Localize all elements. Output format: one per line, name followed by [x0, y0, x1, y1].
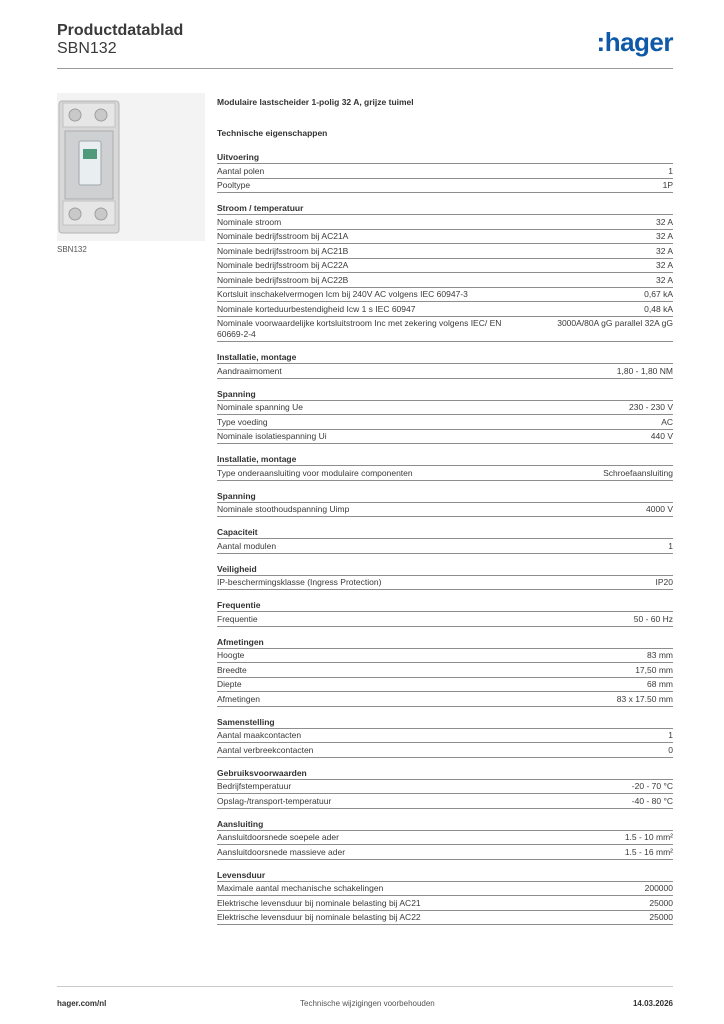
spec-label: Nominale stroom [217, 216, 282, 227]
spec-label: Nominale stoothoudspanning Uimp [217, 504, 350, 514]
spec-label: Opslag-/transport-temperatuur [217, 795, 332, 806]
section-title: Spanning [217, 490, 673, 503]
spec-label: IP-beschermingsklasse (Ingress Protection) [217, 577, 382, 587]
footer-divider [57, 986, 673, 987]
spec-label: Nominale bedrijfsstroom bij AC22B [217, 274, 349, 285]
spec-section [217, 869, 673, 926]
spec-value: 32 A [655, 274, 673, 285]
spec-label: Pooltype [217, 180, 251, 190]
spec-row [217, 164, 673, 179]
spec-label: Nominale bedrijfsstroom bij AC22A [217, 260, 349, 270]
spec-label: Frequentie [217, 613, 258, 624]
spec-label: Nominale spanning Ue [217, 402, 303, 412]
spec-value: IP20 [655, 577, 673, 587]
header-divider [57, 68, 673, 69]
spec-row [217, 401, 673, 416]
spec-label: Elektrische levensduur bij nominale belasting bij AC21 [217, 897, 421, 908]
spec-value: AC [661, 416, 673, 427]
spec-label: Diepte [217, 679, 242, 689]
spec-label: Aansluitdoorsnede massieve ader [217, 846, 346, 857]
section-title: Samenstelling [217, 716, 673, 729]
spec-value: -40 - 80 °C [631, 795, 673, 806]
spec-row [217, 317, 673, 343]
section-title: Veiligheid [217, 563, 673, 576]
spec-value: 0,48 kA [644, 303, 673, 314]
spec-value: 50 - 60 Hz [633, 613, 673, 624]
spec-value: 25000 [649, 912, 673, 922]
section-title: Installatie, montage [217, 351, 673, 364]
spec-label: Aantal modulen [217, 540, 277, 551]
spec-value: 83 x 17.50 mm [616, 693, 673, 704]
spec-value: 1P [662, 180, 673, 190]
spec-section [217, 563, 673, 591]
spec-row [217, 539, 673, 554]
spec-row [217, 831, 673, 846]
image-caption: SBN132 [57, 245, 87, 254]
spec-value: 1 [668, 540, 673, 551]
spec-label: Aandraaimoment [217, 365, 282, 376]
spec-content [217, 96, 673, 934]
footer-website: hager.com/nl [57, 999, 107, 1008]
spec-section [217, 767, 673, 809]
spec-row [217, 576, 673, 591]
spec-value: 32 A [655, 260, 673, 270]
spec-row [217, 364, 673, 379]
spec-value: 32 A [655, 245, 673, 256]
spec-value: 68 mm [647, 679, 673, 689]
spec-row [217, 503, 673, 518]
spec-section [217, 202, 673, 342]
spec-row [217, 430, 673, 445]
spec-section [217, 490, 673, 518]
spec-label: Nominale bedrijfsstroom bij AC21A [217, 231, 349, 241]
spec-value: 1.5 - 10 mm² [624, 832, 673, 842]
spec-section [217, 351, 673, 379]
spec-value: 1,80 - 1,80 NM [616, 365, 673, 376]
section-title: Capaciteit [217, 526, 673, 539]
spec-value: 440 V [650, 431, 673, 441]
spec-label: Breedte [217, 664, 247, 675]
spec-label: Nominale isolatiespanning Ui [217, 431, 327, 441]
spec-label: Aantal verbreekcontacten [217, 744, 314, 755]
spec-row [217, 649, 673, 664]
spec-value: 32 A [655, 216, 673, 227]
page-header [57, 22, 673, 58]
spec-row [217, 259, 673, 274]
spec-label: Afmetingen [217, 693, 260, 704]
technical-properties-title: Technische eigenschappen [217, 128, 328, 138]
section-title: Installatie, montage [217, 453, 673, 466]
section-title: Aansluiting [217, 818, 673, 831]
section-title: Stroom / temperatuur [217, 202, 673, 215]
spec-row [217, 794, 673, 809]
spec-section [217, 151, 673, 193]
spec-row [217, 612, 673, 627]
section-title: Afmetingen [217, 636, 673, 649]
spec-row [217, 780, 673, 795]
spec-value: 25000 [649, 897, 673, 908]
spec-section [217, 388, 673, 445]
spec-row [217, 678, 673, 693]
spec-row [217, 845, 673, 860]
spec-row [217, 466, 673, 481]
spec-row [217, 273, 673, 288]
spec-row [217, 215, 673, 230]
spec-value: 230 - 230 V [629, 402, 673, 412]
footer-disclaimer: Technische wijzigingen voorbehouden [300, 999, 435, 1008]
spec-value: 200000 [644, 883, 673, 893]
product-image [57, 93, 205, 241]
spec-label: Type voeding [217, 416, 268, 427]
spec-value: 17,50 mm [635, 664, 673, 675]
spec-label: Hoogte [217, 650, 245, 660]
spec-row [217, 415, 673, 430]
spec-section [217, 526, 673, 554]
spec-section [217, 636, 673, 707]
spec-label: Aantal polen [217, 165, 265, 176]
spec-value: 1 [668, 165, 673, 176]
spec-label: Bedrijfstemperatuur [217, 781, 292, 791]
hager-logo: :hager [596, 27, 673, 57]
spec-value: 1.5 - 16 mm² [624, 846, 673, 857]
spec-row [217, 244, 673, 259]
spec-label: Aansluitdoorsnede soepele ader [217, 832, 339, 842]
spec-label: Maximale aantal mechanische schakelingen [217, 883, 384, 893]
spec-value: 3000A/80A gG parallel 32A gG [557, 318, 673, 328]
section-title: Levensduur [217, 869, 673, 882]
spec-row [217, 692, 673, 707]
spec-row [217, 302, 673, 317]
spec-value: 0,67 kA [644, 289, 673, 299]
spec-row [217, 882, 673, 897]
spec-value: -20 - 70 °C [631, 781, 673, 791]
spec-section [217, 453, 673, 481]
spec-label: Nominale korteduurbestendigheid Icw 1 s IEC 60947 [217, 303, 416, 314]
spec-label: Aantal maakcontacten [217, 730, 302, 740]
section-title: Gebruiksvoorwaarden [217, 767, 673, 780]
spec-label: Kortsluit inschakelvermogen Icm bij 240V AC volgens IEC 60947-3 [217, 289, 468, 299]
spec-value: 4000 V [646, 504, 673, 514]
spec-row [217, 663, 673, 678]
spec-value: 1 [668, 730, 673, 740]
product-code: SBN132 [57, 40, 117, 57]
document-title: Productdatablad [57, 22, 184, 39]
spec-value: 0 [668, 744, 673, 755]
spec-row [217, 729, 673, 744]
section-title: Spanning [217, 388, 673, 401]
spec-row [217, 230, 673, 245]
spec-label: Nominale bedrijfsstroom bij AC21B [217, 245, 349, 256]
spec-section [217, 818, 673, 860]
spec-row [217, 911, 673, 926]
spec-section [217, 599, 673, 627]
spec-row [217, 743, 673, 758]
product-description: Modulaire lastscheider 1-polig 32 A, grijze tuimel [217, 97, 414, 107]
spec-value: 83 mm [647, 650, 673, 660]
footer-date: 14.03.2026 [632, 999, 673, 1008]
spec-label: Elektrische levensduur bij nominale belasting bij AC22 [217, 912, 421, 922]
section-title: Uitvoering [217, 151, 673, 164]
spec-row [217, 179, 673, 194]
section-title: Frequentie [217, 599, 673, 612]
spec-row [217, 896, 673, 911]
spec-label: Type onderaansluiting voor modulaire componenten [217, 467, 413, 478]
spec-label: Nominale voorwaardelijke kortsluitstroom Inc met zekering volgens IEC/ EN 60669-2-4 [217, 318, 502, 339]
spec-value: Schroefaansluiting [603, 467, 673, 478]
spec-section [217, 716, 673, 758]
spec-row [217, 288, 673, 303]
spec-sections [217, 151, 673, 925]
spec-value: 32 A [655, 231, 673, 241]
